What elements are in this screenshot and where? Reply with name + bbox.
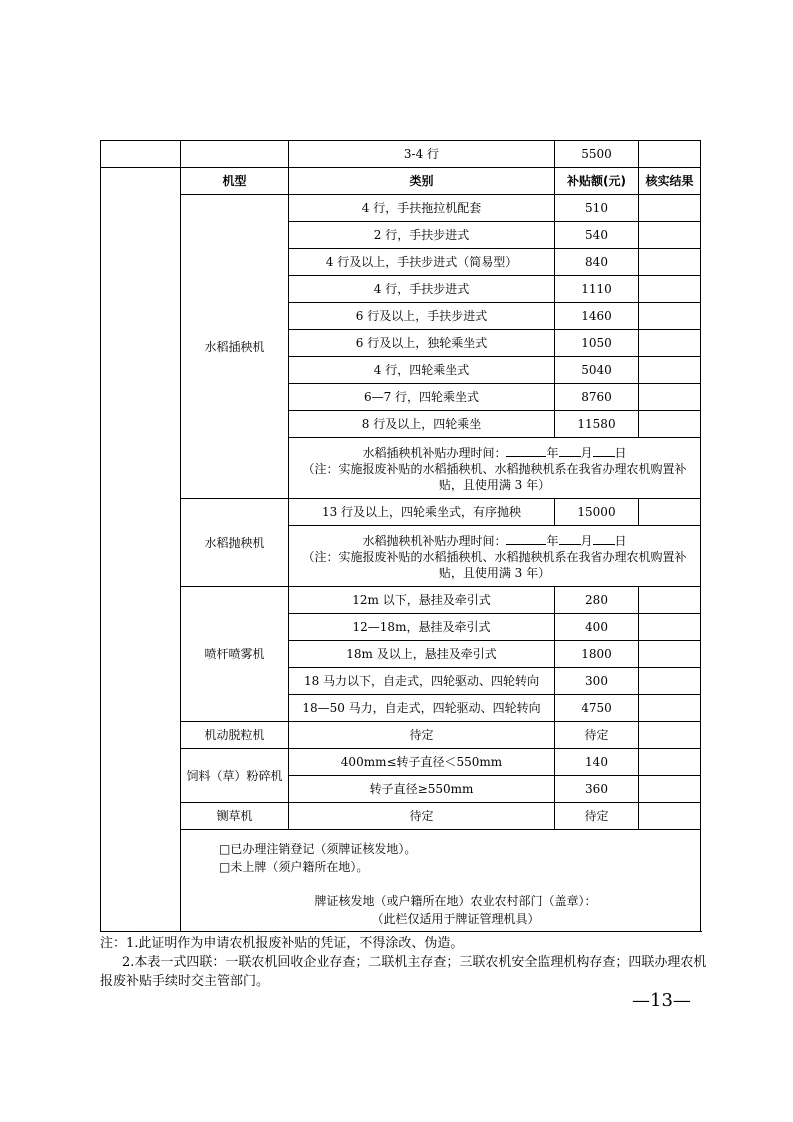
option-deregistered[interactable]: □已办理注销登记（须牌证核发地）。 — [219, 842, 417, 856]
table-row — [101, 499, 701, 526]
subsidy-table — [100, 140, 701, 932]
header-row — [101, 168, 701, 195]
amount-cell: 140 — [555, 749, 639, 776]
category-cell: 4 行，手扶拖拉机配套 — [289, 195, 555, 222]
footnote — [100, 934, 708, 991]
category-cell: 6 行及以上，独轮乘坐式 — [289, 330, 555, 357]
category-cell: 18 马力以下，自走式，四轮驱动、四轮转向 — [289, 668, 555, 695]
page-number: —13— — [632, 990, 691, 1011]
model-cell: 水稻抛秧机 — [181, 499, 289, 587]
amount-cell: 300 — [555, 668, 639, 695]
table-row — [101, 195, 701, 222]
amount-cell: 400 — [555, 614, 639, 641]
category-cell: 2 行，手扶步进式 — [289, 222, 555, 249]
transplanter-note: 水稻插秧机补贴办理时间： 年 月 日 （注：实施报废补贴的水稻插秧机、水稻抛秧机系在我省办理农机购置补贴，且使用满 3 年） — [289, 438, 701, 499]
amount-cell: 15000 — [555, 499, 639, 526]
category-cell: 6 行及以上，手扶步进式 — [289, 303, 555, 330]
verify-cell — [639, 695, 701, 722]
model-cell: 铡草机 — [181, 803, 289, 830]
amount-cell: 1050 — [555, 330, 639, 357]
amount-cell: 360 — [555, 776, 639, 803]
blank-left-column — [101, 168, 181, 932]
note-title: 水稻抛秧机补贴办理时间： — [362, 533, 507, 548]
table-row — [101, 141, 701, 168]
amount-cell: 1110 — [555, 276, 639, 303]
category-cell: 4 行，四轮乘坐式 — [289, 357, 555, 384]
category-cell: 13 行及以上，四轮乘坐式，有序抛秧 — [289, 499, 555, 526]
day-blank[interactable] — [593, 444, 615, 457]
verify-cell — [639, 222, 701, 249]
category-cell: 12—18m，悬挂及牵引式 — [289, 614, 555, 641]
amount-cell: 待定 — [555, 803, 639, 830]
category-cell: 3-4 行 — [289, 141, 555, 168]
header-model: 机型 — [181, 168, 289, 195]
dept-stamp-note: （此栏仅适用于牌证管理机具） — [371, 912, 540, 926]
category-cell: 18m 及以上，悬挂及牵引式 — [289, 641, 555, 668]
day-blank[interactable] — [593, 532, 615, 545]
amount-cell: 8760 — [555, 384, 639, 411]
month-blank[interactable] — [559, 444, 581, 457]
verify-cell — [639, 195, 701, 222]
amount-cell: 1460 — [555, 303, 639, 330]
verify-cell — [639, 411, 701, 438]
header-category: 类别 — [289, 168, 555, 195]
category-cell: 转子直径≥550mm — [289, 776, 555, 803]
certification-row — [101, 830, 701, 932]
verify-cell — [639, 722, 701, 749]
certification-cell — [181, 830, 701, 932]
category-cell: 18—50 马力，自走式，四轮驱动、四轮转向 — [289, 695, 555, 722]
option-unregistered[interactable]: □未上牌（须户籍所在地）。 — [219, 860, 369, 874]
amount-cell: 4750 — [555, 695, 639, 722]
year-blank[interactable] — [506, 444, 546, 457]
amount-cell: 11580 — [555, 411, 639, 438]
category-cell: 400mm≤转子直径＜550mm — [289, 749, 555, 776]
amount-cell: 540 — [555, 222, 639, 249]
thrower-note: 水稻抛秧机补贴办理时间： 年 月 日 （注：实施报废补贴的水稻插秧机、水稻抛秧机系在我省办理农机购置补贴，且使用满 3 年） — [289, 526, 701, 587]
model-cell: 饲料（草）粉碎机 — [181, 749, 289, 803]
table-row — [101, 722, 701, 749]
amount-cell: 840 — [555, 249, 639, 276]
dept-stamp-label: 牌证核发地（或户籍所在地）农业农村部门（盖章）： — [314, 894, 597, 908]
year-blank[interactable] — [506, 532, 546, 545]
note-title: 水稻插秧机补贴办理时间： — [362, 445, 507, 460]
verify-cell — [639, 749, 701, 776]
verify-cell — [639, 276, 701, 303]
model-cell: 水稻插秧机 — [181, 195, 289, 499]
amount-cell: 510 — [555, 195, 639, 222]
category-cell: 6—7 行，四轮乘坐式 — [289, 384, 555, 411]
verify-cell — [639, 614, 701, 641]
category-cell: 待定 — [289, 722, 555, 749]
note-text: （注：实施报废补贴的水稻插秧机、水稻抛秧机系在我省办理农机购置补贴，且使用满 3 年） — [302, 549, 687, 580]
model-cell: 机动脱粒机 — [181, 722, 289, 749]
verify-cell — [639, 668, 701, 695]
verify-cell — [639, 384, 701, 411]
amount-cell: 5500 — [555, 141, 639, 168]
table-row — [101, 749, 701, 776]
category-cell: 4 行，手扶步进式 — [289, 276, 555, 303]
model-cell: 喷杆喷雾机 — [181, 587, 289, 722]
verify-cell — [639, 303, 701, 330]
category-cell: 8 行及以上，四轮乘坐 — [289, 411, 555, 438]
header-amount: 补贴额(元) — [555, 168, 639, 195]
verify-cell — [639, 249, 701, 276]
category-cell: 12m 以下，悬挂及牵引式 — [289, 587, 555, 614]
verify-cell — [639, 641, 701, 668]
table-row — [101, 587, 701, 614]
verify-cell — [639, 803, 701, 830]
footnote-2: 2.本表一式四联：一联农机回收企业存查；二联机主存查；三联农机安全监理机构存查；四联办理农机报废补贴手续时交主管部门。 — [100, 955, 707, 989]
verify-cell — [639, 499, 701, 526]
amount-cell: 1800 — [555, 641, 639, 668]
category-cell: 待定 — [289, 803, 555, 830]
header-verify: 核实结果 — [639, 168, 701, 195]
month-blank[interactable] — [559, 532, 581, 545]
category-cell: 4 行及以上，手扶步进式（简易型） — [289, 249, 555, 276]
amount-cell: 待定 — [555, 722, 639, 749]
footnote-1: 注：1.此证明作为申请农机报废补贴的凭证，不得涂改、伪造。 — [100, 936, 464, 951]
verify-cell — [639, 776, 701, 803]
verify-cell — [639, 330, 701, 357]
verify-cell — [639, 357, 701, 384]
amount-cell: 280 — [555, 587, 639, 614]
amount-cell: 5040 — [555, 357, 639, 384]
verify-cell — [639, 587, 701, 614]
note-text: （注：实施报废补贴的水稻插秧机、水稻抛秧机系在我省办理农机购置补贴，且使用满 3 年） — [302, 461, 687, 492]
table-row — [101, 803, 701, 830]
